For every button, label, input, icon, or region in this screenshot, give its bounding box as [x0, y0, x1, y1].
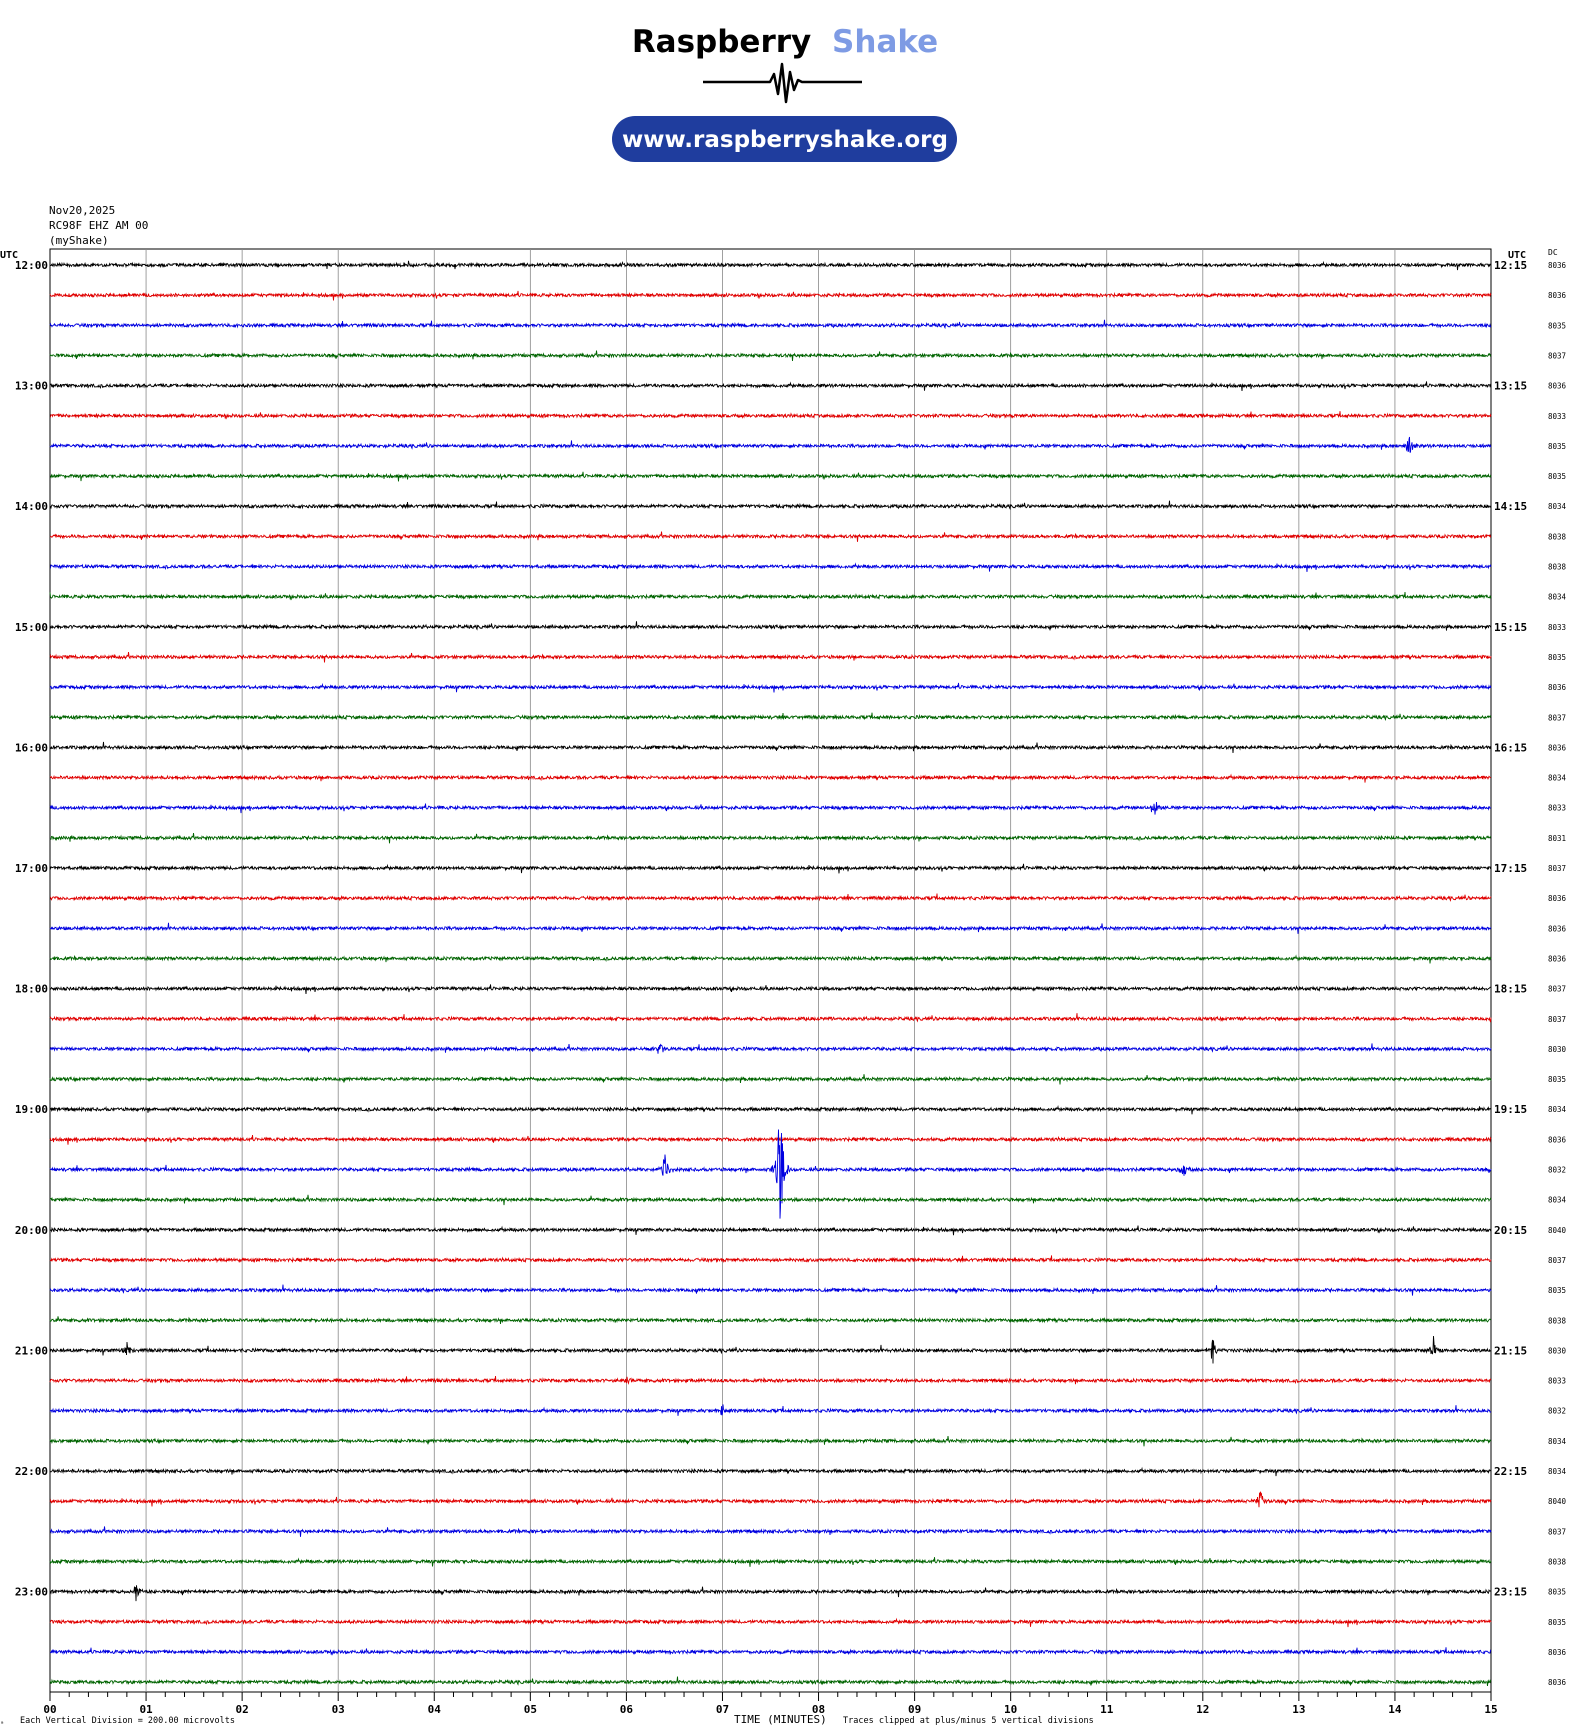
right-hour-label: 15:15	[1494, 620, 1528, 634]
dc-offset-label: 8035	[1548, 472, 1567, 482]
dc-offset-label: 8034	[1548, 1195, 1567, 1205]
seismic-trace	[50, 1316, 1491, 1324]
right-hour-label: 22:15	[1494, 1465, 1528, 1478]
corner-mark: ᵃ	[0, 1720, 5, 1728]
seismic-trace	[50, 1130, 1491, 1219]
dc-offset-label: 8036	[1548, 894, 1567, 904]
dc-offset-label: 8033	[1548, 803, 1567, 813]
seismic-trace	[50, 775, 1491, 782]
seismic-trace	[50, 923, 1491, 934]
x-tick-label: 08	[811, 1703, 826, 1716]
right-hour-label: 23:15	[1494, 1585, 1528, 1599]
dc-offset-label: 8036	[1548, 381, 1567, 391]
left-utc-label: UTC	[0, 250, 19, 261]
seismic-trace	[50, 683, 1491, 693]
left-hour-label: 16:00	[14, 741, 48, 755]
right-hour-label: 13:15	[1494, 379, 1528, 393]
dc-offset-label: 8030	[1548, 1044, 1567, 1054]
seismic-trace	[50, 261, 1491, 270]
right-hour-label: 12:15	[1494, 259, 1528, 272]
seismic-trace	[50, 652, 1491, 662]
dc-offset-label: 8037	[1548, 864, 1567, 873]
left-hour-label: 20:00	[14, 1223, 48, 1237]
dc-offset-label: 8032	[1548, 1165, 1567, 1175]
dc-offset-label: 8032	[1548, 1406, 1567, 1416]
raspberry-shake-logo	[632, 24, 938, 102]
dc-offset-labels	[1548, 261, 1567, 1687]
x-tick-label: 03	[331, 1703, 345, 1716]
seismic-trace	[50, 1436, 1491, 1446]
network-label: (myShake)	[49, 234, 109, 247]
seismic-trace	[50, 564, 1491, 572]
seismic-trace	[50, 1677, 1491, 1686]
seismic-trace	[50, 713, 1491, 720]
seismic-trace	[50, 1619, 1491, 1627]
right-hour-label: 16:15	[1494, 741, 1528, 755]
seismic-trace	[50, 1376, 1491, 1384]
dc-offset-label: 8037	[1548, 984, 1567, 994]
dc-offset-label: 8036	[1548, 1135, 1567, 1145]
dc-column-label: DC	[1548, 248, 1558, 257]
seismic-trace	[50, 291, 1491, 301]
x-tick-label: 13	[1292, 1703, 1306, 1716]
seismic-trace	[50, 320, 1491, 328]
dc-offset-label: 8036	[1548, 291, 1567, 301]
dc-offset-label: 8035	[1548, 652, 1567, 662]
right-utc-label: UTC	[1508, 250, 1527, 261]
dc-offset-label: 8033	[1548, 411, 1567, 421]
seismic-trace	[50, 1043, 1491, 1053]
brand-word-1: Raspberry	[631, 24, 812, 60]
brand-word-2: Shake	[832, 24, 939, 60]
right-hour-label: 14:15	[1494, 500, 1528, 514]
left-hour-label: 23:00	[14, 1585, 48, 1599]
x-tick-label: 01	[139, 1703, 153, 1716]
minute-gridlines	[146, 249, 1395, 1692]
dc-offset-label: 8037	[1548, 1255, 1567, 1265]
dc-offset-label: 8035	[1548, 321, 1567, 331]
seismic-trace	[50, 1557, 1491, 1567]
dc-offset-label: 8034	[1548, 773, 1567, 783]
left-hour-label: 18:00	[14, 982, 48, 996]
seismic-trace	[50, 1255, 1491, 1262]
svg-text:Raspberry Shake	[632, 24, 938, 60]
x-tick-label: 12	[1196, 1703, 1210, 1716]
dc-offset-label: 8034	[1548, 1105, 1567, 1115]
x-tick-label: 04	[427, 1703, 441, 1716]
dc-offset-label: 8031	[1548, 833, 1567, 843]
left-hour-label: 19:00	[14, 1103, 48, 1117]
dc-offset-label: 8037	[1548, 1014, 1567, 1024]
seismic-trace	[50, 437, 1491, 452]
x-tick-label: 11	[1100, 1703, 1114, 1716]
dc-offset-label: 8038	[1548, 562, 1567, 572]
dc-offset-label: 8034	[1548, 502, 1567, 512]
seismic-trace	[50, 742, 1491, 753]
seismic-trace	[50, 1647, 1491, 1655]
dc-offset-label: 8036	[1548, 1647, 1567, 1657]
x-tick-label: 07	[715, 1703, 730, 1716]
seismic-trace	[50, 1526, 1491, 1536]
x-tick-label: 06	[619, 1703, 634, 1716]
left-hour-label: 21:00	[14, 1344, 48, 1358]
left-hour-label: 17:00	[14, 862, 48, 875]
clip-note: Traces clipped at plus/minus 5 vertical divisions	[843, 1716, 1094, 1726]
seismic-trace	[50, 472, 1491, 482]
dc-offset-label: 8035	[1548, 441, 1567, 451]
x-tick-label: 15	[1484, 1703, 1498, 1716]
seismic-trace	[50, 833, 1491, 843]
dc-offset-label: 8036	[1548, 1678, 1567, 1688]
x-axis-title: TIME (MINUTES)	[734, 1713, 827, 1726]
dc-offset-label: 8035	[1548, 1617, 1567, 1627]
scale-note: Each Vertical Division = 200.00 microvolts	[20, 1716, 235, 1726]
dc-offset-label: 8036	[1548, 924, 1567, 934]
seismic-trace	[50, 501, 1491, 509]
x-tick-label: 14	[1388, 1703, 1402, 1716]
left-hour-label: 12:00	[14, 259, 48, 272]
seismic-trace	[50, 411, 1491, 419]
seismic-trace	[50, 621, 1491, 630]
dc-offset-label: 8038	[1548, 532, 1567, 542]
right-hour-labels	[1494, 259, 1527, 1599]
seismic-trace	[50, 592, 1491, 600]
seismic-trace	[50, 1585, 1491, 1601]
dc-offset-label: 8034	[1548, 1436, 1567, 1446]
dc-offset-label: 8030	[1548, 1346, 1567, 1356]
seismic-trace	[50, 894, 1491, 901]
dc-offset-label: 8037	[1548, 1527, 1567, 1537]
left-hour-label: 14:00	[14, 500, 48, 514]
dc-offset-label: 8035	[1548, 1075, 1567, 1085]
right-hour-label: 20:15	[1494, 1223, 1528, 1237]
dc-offset-label: 8038	[1548, 1557, 1567, 1567]
seismic-trace	[50, 802, 1491, 815]
seismic-trace	[50, 1492, 1491, 1508]
seismic-trace	[50, 1469, 1491, 1477]
dc-offset-label: 8040	[1548, 1225, 1567, 1235]
left-hour-label: 13:00	[14, 379, 48, 393]
right-hour-label: 17:15	[1494, 862, 1528, 875]
dc-offset-label: 8035	[1548, 1587, 1567, 1597]
dc-offset-label: 8034	[1548, 1467, 1567, 1476]
dc-offset-label: 8037	[1548, 713, 1567, 723]
plot-frame	[50, 249, 1491, 1692]
seismic-trace	[50, 1013, 1491, 1022]
dc-offset-label: 8033	[1548, 622, 1567, 632]
trace-lines	[50, 261, 1491, 1686]
right-hour-label: 18:15	[1494, 982, 1528, 996]
seismic-trace	[50, 1226, 1491, 1236]
record-date: Nov20,2025	[49, 204, 116, 217]
seismic-trace	[50, 1336, 1491, 1364]
x-tick-label: 02	[235, 1703, 249, 1716]
dc-offset-label: 8035	[1548, 1286, 1567, 1296]
dc-offset-label: 8038	[1548, 1316, 1567, 1326]
x-tick-label: 10	[1004, 1703, 1018, 1716]
left-hour-label: 22:00	[14, 1465, 48, 1478]
website-link[interactable]	[612, 116, 957, 162]
seismic-trace	[50, 956, 1491, 963]
seismic-trace	[50, 984, 1491, 994]
seismic-trace	[50, 1074, 1491, 1084]
dc-offset-label: 8033	[1548, 1376, 1567, 1386]
station-code: RC98F EHZ AM 00	[49, 219, 149, 232]
website-url[interactable]: www.raspberryshake.org	[622, 127, 948, 153]
dc-offset-label: 8036	[1548, 683, 1567, 693]
left-hour-labels	[15, 259, 48, 1599]
dc-offset-label: 8040	[1548, 1497, 1567, 1507]
dc-offset-label: 8036	[1548, 954, 1567, 964]
seismic-trace	[50, 351, 1491, 361]
x-tick-label: 00	[43, 1703, 57, 1716]
seismic-trace	[50, 1404, 1491, 1415]
seismic-trace	[50, 381, 1491, 391]
seismic-trace	[50, 1135, 1491, 1145]
seismic-trace	[50, 1285, 1491, 1296]
left-hour-label: 15:00	[14, 620, 48, 634]
seismic-trace	[50, 532, 1491, 542]
dc-offset-label: 8036	[1548, 743, 1567, 753]
right-hour-label: 21:15	[1494, 1344, 1528, 1358]
x-tick-label: 09	[907, 1703, 922, 1716]
seismic-wave-logo-icon	[703, 64, 862, 102]
right-hour-label: 19:15	[1494, 1103, 1528, 1117]
dc-offset-label: 8036	[1548, 261, 1567, 270]
seismic-trace	[50, 1195, 1491, 1205]
dc-offset-label: 8034	[1548, 592, 1567, 602]
x-tick-label: 05	[523, 1703, 537, 1716]
dc-offset-label: 8037	[1548, 351, 1567, 361]
seismic-trace	[50, 864, 1491, 874]
seismic-trace	[50, 1106, 1491, 1114]
